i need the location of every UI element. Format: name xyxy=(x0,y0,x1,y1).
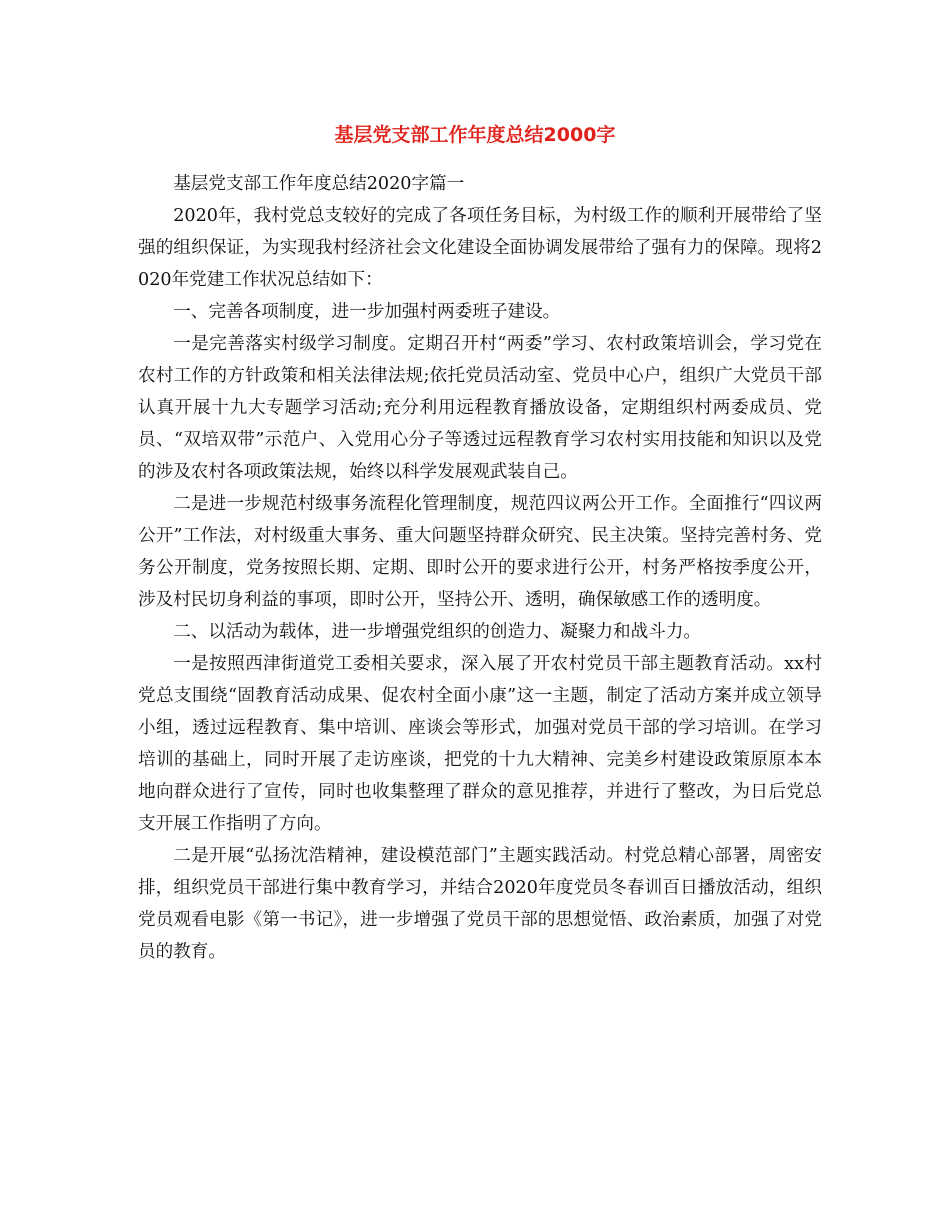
section-heading-1: 一、完善各项制度，进一步加强村两委班子建设。 xyxy=(173,302,561,322)
document-title: 基层党支部工作年度总结2000字 xyxy=(334,124,616,146)
paragraph-study-system: 一是完善落实村级学习制度。定期召开村“两委”学习、农村政策培训会，学习党在农村工作的方针政策和相关法律法规;依托党员活动室、党员中心户，组织广大党员干部认真开展十九大专题学习活动;充分利用远程教育播放设备，定期组织村两委成员、党员、“双培双带”示范户、入党用心分子等透过远程教育学习农村实用技能和知识以及党的涉及农村各项政策法规，始终以科学发展观武装自己。 xyxy=(138,334,822,482)
paragraph-intro: 2020年，我村党总支较好的完成了各项任务目标，为村级工作的顺利开展带给了坚强的组织保证，为实现我村经济社会文化建设全面协调发展带给了强有力的保障。现将2020年党建工作状况总结如下： xyxy=(138,206,822,290)
paragraph-practice-activity: 二是开展“弘扬沈浩精神，建设模范部门”主题实践活动。村党总精心部署，周密安排，组织党员干部进行集中教育学习，并结合2020年度党员冬春训百日播放活动，组织党员观看电影《第一书记》，进一步增强了党员干部的思想觉悟、政治素质，加强了对党员的教育。 xyxy=(138,846,822,962)
paragraph-theme-education: 一是按照西津街道党工委相关要求，深入展了开农村党员干部主题教育活动。xx村党总支围绕“固教育活动成果、促农村全面小康”这一主题，制定了活动方案并成立领导小组，透过远程教育、集中培训、座谈会等形式，加强对党员干部的学习培训。在学习培训的基础上，同时开展了走访座谈，把党的十九大精神、完美乡村建设政策原原本本地向群众进行了宣传，同时也收集整理了群众的意见推荐，并进行了整改，为日后党总支开展工作指明了方向。 xyxy=(138,654,822,834)
document-body xyxy=(138,168,822,968)
section-heading-2: 二、以活动为载体，进一步增强党组织的创造力、凝聚力和战斗力。 xyxy=(173,622,702,642)
paragraph-subtitle: 基层党支部工作年度总结2020字篇一 xyxy=(173,174,465,194)
paragraph-affairs-management: 二是进一步规范村级事务流程化管理制度，规范四议两公开工作。全面推行“四议两公开”工作法，对村级重大事务、重大问题坚持群众研究、民主决策。坚持完善村务、党务公开制度，党务按照长期、定期、即时公开的要求进行公开，村务严格按季度公开，涉及村民切身利益的事项，即时公开，坚持公开、透明，确保敏感工作的透明度。 xyxy=(138,494,822,610)
